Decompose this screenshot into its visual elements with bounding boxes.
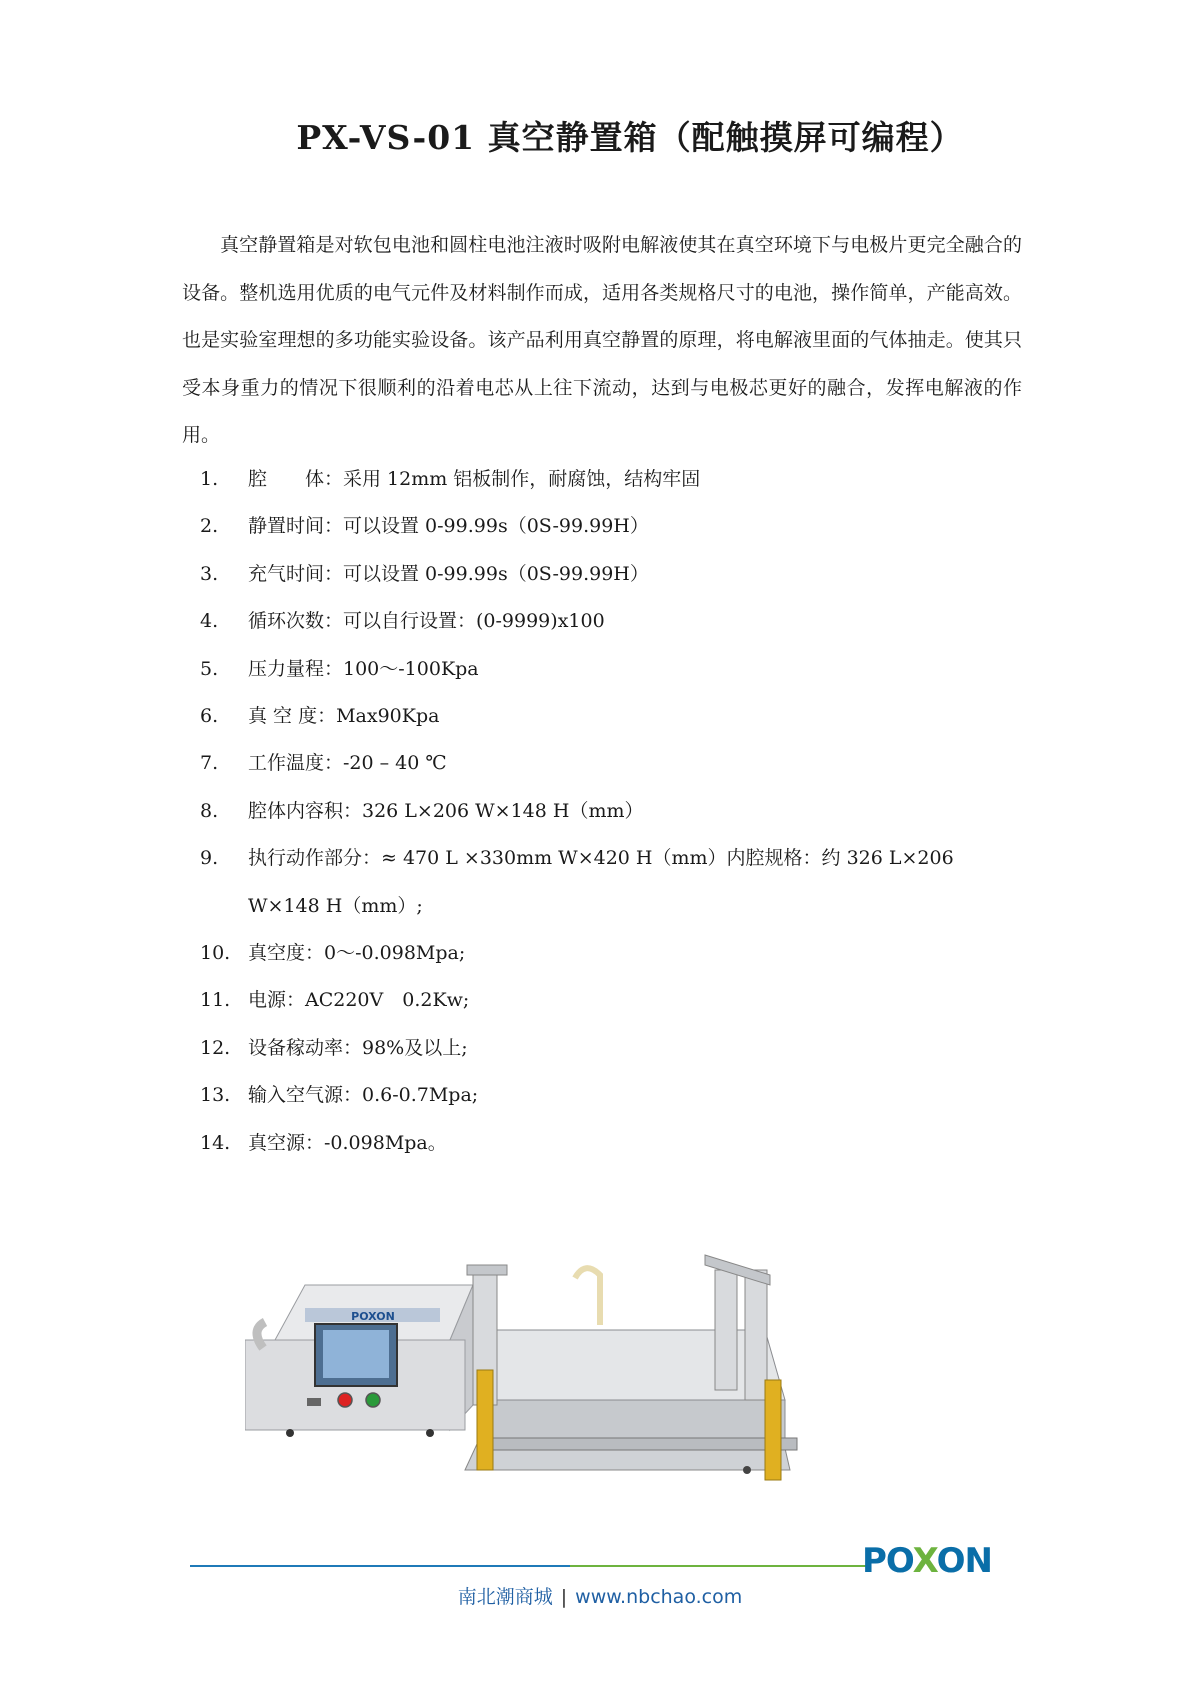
spec-text: 腔 体：采用 12mm 铝板制作，耐腐蚀，结构牢固	[248, 468, 701, 490]
spec-number: 13.	[200, 1084, 231, 1107]
footer	[0, 1582, 1200, 1609]
logo-letter: N	[964, 1541, 993, 1581]
spec-item	[200, 551, 1030, 598]
spec-item	[200, 646, 1030, 693]
spec-number: 12.	[200, 1036, 231, 1059]
spec-number: 8.	[200, 799, 219, 822]
spec-item	[200, 977, 1030, 1024]
spec-text: 输入空气源：0.6-0.7Mpa;	[248, 1084, 479, 1107]
spec-text: 工作温度：-20 – 40 ℃	[248, 752, 447, 775]
vacuum-chamber	[465, 1255, 797, 1480]
spec-number: 9.	[200, 847, 219, 870]
spec-item	[200, 930, 1030, 977]
spec-item	[200, 503, 1030, 550]
spec-number: 4.	[200, 610, 219, 633]
stop-button-icon	[338, 1393, 352, 1407]
spec-item	[200, 1025, 1030, 1072]
spec-item	[200, 598, 1030, 645]
spec-number: 11.	[200, 989, 231, 1012]
intro-paragraph: 真空静置箱是对软包电池和圆柱电池注液时吸附电解液使其在真空环境下与电极片更完全融合的设备。整机选用优质的电气元件及材料制作而成，适用各类规格尺寸的电池，操作简单，产能高效。也是实验室理想的多功能实验设备。该产品利用真空静置的原理，将电解液里面的气体抽走。使其只受本身重力的情况下很顺利的沿着电芯从上往下流动，达到与电极芯更好的融合，发挥电解液的作用。	[182, 234, 1022, 446]
spec-text: 设备稼动率：98%及以上;	[248, 1036, 468, 1059]
product-photo	[245, 1230, 855, 1530]
spec-text: 充气时间：可以设置 0-99.99s（0S-99.99H）	[248, 562, 649, 585]
spec-text: 真 空 度：Max90Kpa	[248, 705, 440, 728]
spec-text: 静置时间：可以设置 0-99.99s（0S-99.99H）	[248, 515, 649, 538]
spec-number: 14.	[200, 1131, 231, 1154]
logo-letter: X	[912, 1541, 937, 1581]
spec-item	[200, 740, 1030, 787]
spec-number: 6.	[200, 705, 219, 728]
footer-url-link[interactable]: www.nbchao.com	[575, 1586, 743, 1608]
footer-site-name: 南北潮商城	[457, 1586, 553, 1608]
spec-text: 循环次数：可以自行设置：(0-9999)x100	[248, 610, 605, 633]
spec-number: 1.	[200, 468, 219, 490]
spec-number: 10.	[200, 942, 231, 965]
spec-item	[200, 1072, 1030, 1119]
spec-text: 真空源：-0.098Mpa。	[248, 1131, 447, 1154]
spec-item	[200, 1120, 1030, 1167]
start-button-icon	[366, 1393, 380, 1407]
spec-item	[200, 788, 1030, 835]
spec-item	[200, 693, 1030, 740]
spec-number: 3.	[200, 562, 219, 585]
spec-text: 电源：AC220V 0.2Kw;	[248, 989, 470, 1012]
poxon-logo	[862, 1541, 992, 1581]
spec-text: 执行动作部分：≈ 470 L ×330mm W×420 H（mm）内腔规格：约 326 L×206 W×148 H（mm）;	[248, 847, 954, 917]
spec-item	[200, 835, 1030, 930]
spec-item	[200, 456, 1030, 503]
spec-text: 真空度：0～-0.098Mpa;	[248, 942, 466, 965]
logo-letter: P	[862, 1541, 886, 1581]
footer-separator: |	[560, 1586, 568, 1608]
spec-number: 2.	[200, 515, 219, 538]
page-title: PX-VS-01 真空静置箱（配触摸屏可编程）	[296, 118, 964, 157]
spec-text: 腔体内容积：326 L×206 W×148 H（mm）	[248, 799, 644, 822]
spec-number: 5.	[200, 657, 219, 680]
spec-list	[200, 456, 1030, 1167]
spec-number: 7.	[200, 752, 219, 775]
logo-letter: O	[885, 1541, 913, 1581]
controller-box	[245, 1285, 473, 1437]
footer-divider	[190, 1565, 870, 1567]
controller-brand-label: POXON	[351, 1310, 395, 1323]
spec-text: 压力量程：100～-100Kpa	[248, 657, 479, 680]
logo-letter: O	[936, 1541, 965, 1581]
